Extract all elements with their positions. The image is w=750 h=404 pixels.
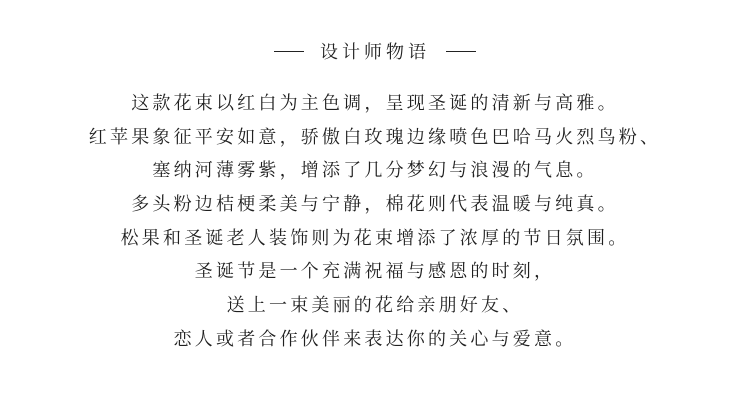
story-line-7: 送上一束美丽的花给亲朋好友、 (226, 295, 524, 317)
story-line-6: 圣诞节是一个充满祝福与感恩的时刻， (194, 261, 556, 283)
story-line-4: 多头粉边桔梗柔美与宁静，棉花则代表温暖与纯真。 (131, 194, 619, 216)
story-line-3: 塞纳河薄雾紫，增添了几分梦幻与浪漫的气息。 (152, 160, 598, 182)
story-paragraph (0, 87, 750, 357)
story-line-5: 松果和圣诞老人装饰则为花束增添了浓厚的节日氛围。 (120, 227, 630, 249)
heading-left-dash (274, 51, 304, 52)
heading-title: 设计师物语 (320, 42, 430, 63)
story-line-2: 红苹果象征平安如意，骄傲白玫瑰边缘喷色巴哈马火烈鸟粉、 (88, 126, 662, 148)
heading-right-dash (446, 51, 476, 52)
story-line-1: 这款花束以红白为主色调，呈现圣诞的清新与高雅。 (131, 93, 619, 114)
heading (0, 38, 750, 64)
story-line-8: 恋人或者合作伙伴来表达你的关心与爱意。 (173, 328, 577, 350)
